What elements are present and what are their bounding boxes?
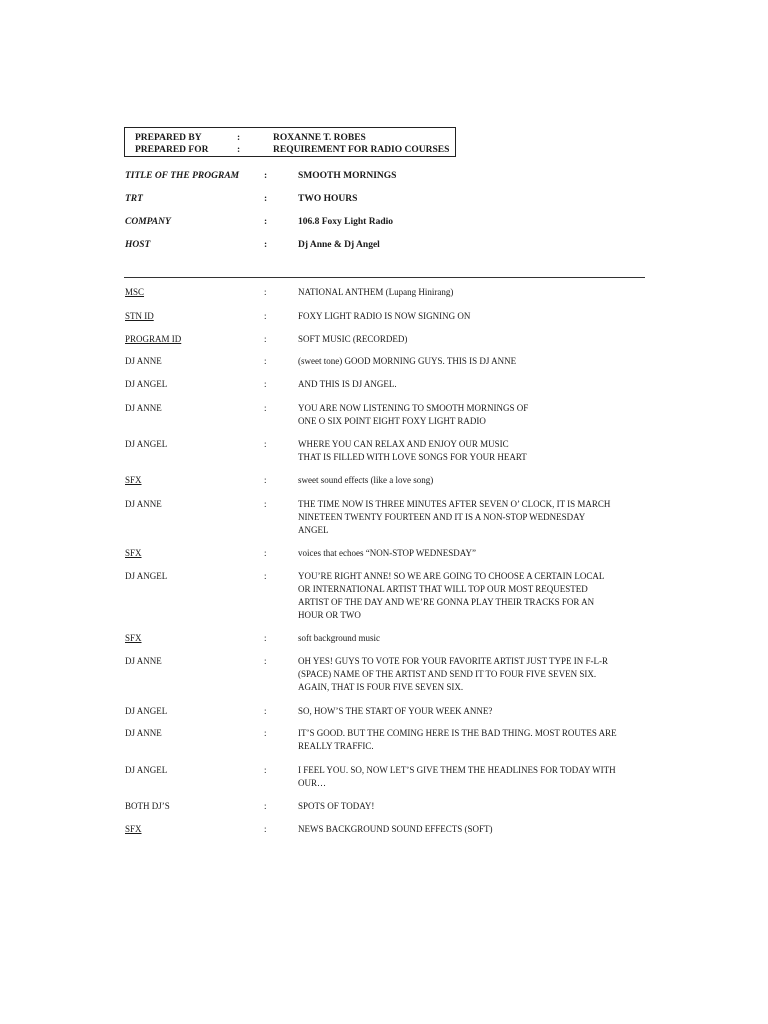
script-line: OR INTERNATIONAL ARTIST THAT WILL TOP OUR MOST REQUESTED <box>298 584 588 594</box>
speaker-label: SFX <box>125 633 142 643</box>
speaker-label: DJ ANGEL <box>125 706 168 716</box>
script-text <box>298 764 643 790</box>
script-line: ONE O SIX POINT EIGHT FOXY LIGHT RADIO <box>298 416 486 426</box>
company-colon: : <box>264 217 268 227</box>
speaker-label: DJ ANGEL <box>125 379 168 389</box>
program-title-colon: : <box>264 171 268 181</box>
speaker-label: DJ ANGEL <box>125 765 168 775</box>
script-line: I FEEL YOU. SO, NOW LET’S GIVE THEM THE HEADLINES FOR TODAY WITH <box>298 765 616 775</box>
script-line: AGAIN, THAT IS FOUR FIVE SEVEN SIX. <box>298 682 464 692</box>
script-text <box>298 800 643 813</box>
script-line: THE TIME NOW IS THREE MINUTES AFTER SEVEN O’ CLOCK, IT IS MARCH <box>298 499 611 509</box>
speaker-label: DJ ANNE <box>125 499 162 509</box>
script-line: IT’S GOOD. BUT THE COMING HERE IS THE BAD THING. MOST ROUTES ARE <box>298 728 617 738</box>
script-text <box>298 655 643 694</box>
prepared-for-value: REQUIREMENT FOR RADIO COURSES <box>273 145 450 155</box>
speaker-colon: : <box>264 499 267 509</box>
script-line: SO, HOW’S THE START OF YOUR WEEK ANNE? <box>298 706 493 716</box>
speaker-label: DJ ANGEL <box>125 439 168 449</box>
script-text <box>298 474 643 487</box>
speaker-label: SFX <box>125 475 142 485</box>
speaker-colon: : <box>264 334 267 344</box>
script-line: NEWS BACKGROUND SOUND EFFECTS (SOFT) <box>298 824 493 834</box>
script-line: WHERE YOU CAN RELAX AND ENJOY OUR MUSIC <box>298 439 509 449</box>
script-line: soft background music <box>298 633 380 643</box>
speaker-colon: : <box>264 571 267 581</box>
program-title-row <box>0 169 768 183</box>
speaker-colon: : <box>264 801 267 811</box>
speaker-colon: : <box>264 311 267 321</box>
script-line: sweet sound effects (like a love song) <box>298 475 434 485</box>
speaker-colon: : <box>264 356 267 366</box>
speaker-label: MSC <box>125 287 145 297</box>
speaker-colon: : <box>264 656 267 666</box>
speaker-label: SFX <box>125 548 142 558</box>
speaker-label: PROGRAM ID <box>125 334 182 344</box>
prepared-info-box <box>124 127 456 157</box>
trt-value: TWO HOURS <box>298 194 358 204</box>
speaker-label: DJ ANGEL <box>125 571 168 581</box>
script-line: ARTIST OF THE DAY AND WE’RE GONNA PLAY THEIR TRACKS FOR AN <box>298 597 595 607</box>
speaker-label: DJ ANNE <box>125 656 162 666</box>
speaker-colon: : <box>264 706 267 716</box>
speaker-label: BOTH DJ’S <box>125 801 170 811</box>
script-line: SPOTS OF TODAY! <box>298 801 375 811</box>
script-text <box>298 823 643 836</box>
script-line: YOU’RE RIGHT ANNE! SO WE ARE GOING TO CHOOSE A CERTAIN LOCAL <box>298 571 605 581</box>
script-line: voices that echoes “NON-STOP WEDNESDAY” <box>298 548 476 558</box>
speaker-colon: : <box>264 633 267 643</box>
speaker-colon: : <box>264 475 267 485</box>
script-text <box>298 727 643 753</box>
script-line: FOXY LIGHT RADIO IS NOW SIGNING ON <box>298 311 471 321</box>
program-title-label: TITLE OF THE PROGRAM <box>125 171 240 181</box>
script-text <box>298 355 643 368</box>
speaker-colon: : <box>264 287 267 297</box>
script-line: OH YES! GUYS TO VOTE FOR YOUR FAVORITE ARTIST JUST TYPE IN F-L-R <box>298 656 608 666</box>
script-line: THAT IS FILLED WITH LOVE SONGS FOR YOUR HEART <box>298 452 527 462</box>
script-text <box>298 547 643 560</box>
script-text <box>298 286 643 299</box>
speaker-colon: : <box>264 439 267 449</box>
speaker-colon: : <box>264 824 267 834</box>
script-line: NATIONAL ANTHEM (Lupang Hinirang) <box>298 287 454 297</box>
host-row <box>0 238 768 252</box>
host-label: HOST <box>125 240 151 250</box>
speaker-label: DJ ANNE <box>125 356 162 366</box>
speaker-label: SFX <box>125 824 142 834</box>
company-label: COMPANY <box>125 217 171 227</box>
program-title-value: SMOOTH MORNINGS <box>298 171 397 181</box>
script-line: NINETEEN TWENTY FOURTEEN AND IT IS A NON-STOP WEDNESDAY <box>298 512 586 522</box>
section-divider <box>124 277 645 278</box>
company-row <box>0 215 768 229</box>
script-text <box>298 310 643 323</box>
speaker-colon: : <box>264 379 267 389</box>
trt-label: TRT <box>125 194 143 204</box>
speaker-label: DJ ANNE <box>125 728 162 738</box>
company-value: 106.8 Foxy Light Radio <box>298 217 394 227</box>
speaker-label: STN ID <box>125 311 154 321</box>
host-value: Dj Anne & Dj Angel <box>298 240 380 250</box>
prepared-by-colon: : <box>237 133 241 143</box>
trt-colon: : <box>264 194 268 204</box>
speaker-label: DJ ANNE <box>125 403 162 413</box>
script-line: SOFT MUSIC (RECORDED) <box>298 334 408 344</box>
speaker-colon: : <box>264 728 267 738</box>
trt-row <box>0 192 768 206</box>
script-text <box>298 498 643 537</box>
speaker-colon: : <box>264 765 267 775</box>
script-line: OUR… <box>298 778 327 788</box>
script-line: HOUR OR TWO <box>298 610 361 620</box>
speaker-colon: : <box>264 548 267 558</box>
script-line: YOU ARE NOW LISTENING TO SMOOTH MORNINGS OF <box>298 403 529 413</box>
host-colon: : <box>264 240 268 250</box>
script-text <box>298 402 643 428</box>
script-line: (sweet tone) GOOD MORNING GUYS. THIS IS DJ ANNE <box>298 356 517 366</box>
script-text <box>298 570 643 622</box>
script-text <box>298 705 643 718</box>
prepared-for-label: PREPARED FOR <box>135 145 209 155</box>
script-text <box>298 632 643 645</box>
prepared-by-value: ROXANNE T. ROBES <box>273 133 366 143</box>
prepared-by-label: PREPARED BY <box>135 133 202 143</box>
script-text <box>298 438 643 464</box>
script-text <box>298 333 643 346</box>
script-line: AND THIS IS DJ ANGEL. <box>298 379 397 389</box>
script-text <box>298 378 643 391</box>
script-line: REALLY TRAFFIC. <box>298 741 374 751</box>
prepared-for-colon: : <box>237 145 241 155</box>
speaker-colon: : <box>264 403 267 413</box>
script-line: ANGEL <box>298 525 329 535</box>
script-line: (SPACE) NAME OF THE ARTIST AND SEND IT TO FOUR FIVE SEVEN SIX. <box>298 669 597 679</box>
